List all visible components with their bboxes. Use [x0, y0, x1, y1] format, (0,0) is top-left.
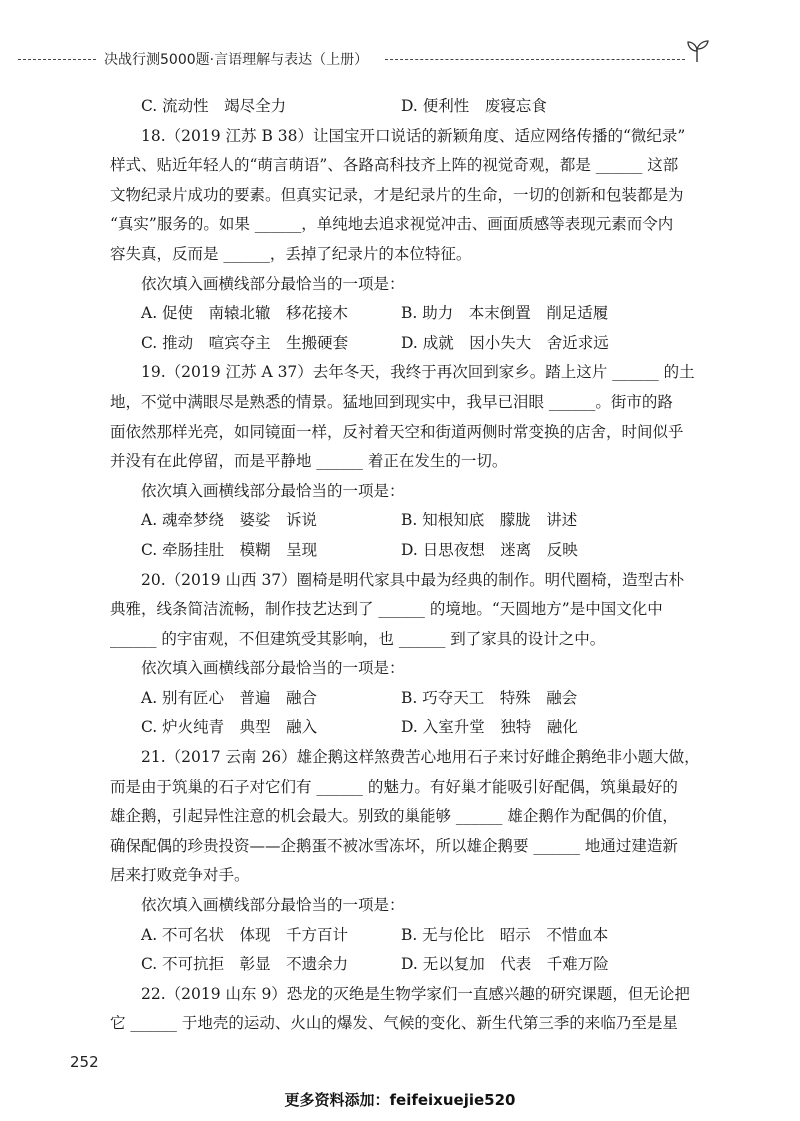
- q21-options-row: [110, 950, 700, 980]
- q18-line: 容失真，反而是 ______，丢掉了纪录片的本位特征。: [110, 244, 472, 263]
- q19-prompt: 依次填入画横线部分最恰当的一项是：: [141, 481, 405, 500]
- q18-line: 文物纪录片成功的要素。但真实记录，才是纪录片的生命，一切的创新和包装都是为: [110, 185, 684, 204]
- q20-line: 20.（2019 山西 37）圈椅是明代家具中最为经典的制作。明代圈椅，造型古朴: [141, 570, 685, 589]
- q21-prompt: 依次填入画横线部分最恰当的一项是：: [141, 896, 405, 915]
- header-title: 决战行测5000题·言语理解与表达（上册）: [104, 52, 369, 68]
- page-content: [110, 92, 700, 1039]
- q19-line: 地，不觉中满眼尽是熟悉的情景。猛地回到现实中，我早已泪眼 ______。街市的路: [110, 392, 673, 411]
- q20-line: 典雅，线条简洁流畅，制作技艺达到了 ______ 的境地。“天圆地方”是中国文化中: [110, 600, 663, 619]
- q20-option-a: A. 别有匠心 普遍 融合: [141, 688, 318, 707]
- q21-line: 居来打败竞争对手。: [110, 866, 250, 885]
- q22-line: 它 ______ 于地壳的运动、火山的爆发、气候的变化、新生代第三季的来临乃至是星: [110, 1014, 678, 1033]
- q18-option-b: B. 助力 本末倒置 削足适履: [401, 304, 609, 323]
- q22-line: 22.（2019 山东 9）恐龙的灭绝是生物学家们一直感兴趣的研究课题，但无论把: [141, 984, 690, 1003]
- options-prev-question: [110, 92, 700, 122]
- q20-prompt: 依次填入画横线部分最恰当的一项是：: [141, 659, 405, 678]
- header-rule-right: [385, 59, 685, 60]
- q19-line: 19.（2019 江苏 A 37）去年冬天，我终于再次回到家乡。踏上这片 ______ 的土: [141, 363, 695, 382]
- sprout-icon: [684, 38, 710, 64]
- q20-option-c: C. 炉火纯青 典型 融入: [141, 718, 318, 737]
- q21-option-a: A. 不可名状 体现 千方百计: [141, 925, 349, 944]
- q20-option-b: B. 巧夺天工 特殊 融会: [401, 688, 578, 707]
- q18-option-d: D. 成就 因小失大 舍近求远: [401, 333, 609, 352]
- q19-option-c: C. 牵肠挂肚 模糊 呈现: [141, 540, 318, 559]
- option-d: D. 便利性 废寝忘食: [401, 97, 547, 115]
- q19-options-row: [110, 536, 700, 566]
- q21-line: 21.（2017 云南 26）雄企鹅这样煞费苦心地用石子来讨好雌企鹅绝非小题大做，: [141, 748, 700, 767]
- q18-options-row: [110, 329, 700, 359]
- header-rule-left: [18, 59, 96, 60]
- q20-options-row: [110, 713, 700, 743]
- q18-line: 样式、贴近年轻人的“萌言萌语”、各路高科技齐上阵的视觉奇观，都是 ______ 这部: [110, 156, 679, 175]
- footer-text: 更多资料添加：feifeixuejie520: [284, 1091, 516, 1109]
- q21-line: 确保配偶的珍贵投资——企鹅蛋不被冰雪冻坏，所以雄企鹅要 ______ 地通过建造新: [110, 836, 678, 855]
- q19-line: 并没有在此停留，而是平静地 ______ 着正在发生的一切。: [110, 452, 508, 471]
- page-header: [0, 46, 800, 74]
- q21-option-d: D. 无以复加 代表 千难万险: [401, 955, 609, 974]
- q18-line: “真实”服务的。如果 ______，单纯地去追求视觉冲击、画面质感等表现元素而令内: [110, 215, 674, 234]
- q21-options-row: [110, 921, 700, 951]
- q19-option-a: A. 魂牵梦绕 婆娑 诉说: [141, 511, 318, 530]
- q19-option-d: D. 日思夜想 迷离 反映: [401, 540, 578, 559]
- q18-prompt: 依次填入画横线部分最恰当的一项是：: [141, 274, 405, 293]
- q21-line: 而是由于筑巢的石子对它们有 ______ 的魅力。有好巢才能吸引好配偶，筑巢最好的: [110, 777, 678, 796]
- q18-option-c: C. 推动 喧宾夺主 生搬硬套: [141, 333, 349, 352]
- q19-options-row: [110, 506, 700, 536]
- q19-option-b: B. 知根知底 朦胧 讲述: [401, 511, 578, 530]
- q18-option-a: A. 促使 南辕北辙 移花接木: [141, 304, 349, 323]
- q18-line: 18.（2019 江苏 B 38）让国宝开口说话的新颖角度、适应网络传播的“微纪录”: [141, 126, 686, 145]
- q19-line: 面依然那样光亮，如同镜面一样，反衬着天空和街道两侧时常变换的店舍，时间似乎: [110, 422, 684, 441]
- q21-option-c: C. 不可抗拒 彰显 不遗余力: [141, 955, 349, 974]
- q20-line: ______ 的宇宙观，不但建筑受其影响，也 ______ 到了家具的设计之中。: [110, 629, 606, 648]
- page-number: 252: [70, 1053, 99, 1071]
- q18-options-row: [110, 299, 700, 329]
- q20-option-d: D. 入室升堂 独特 融化: [401, 718, 578, 737]
- q21-option-b: B. 无与伦比 昭示 不惜血本: [401, 925, 609, 944]
- option-c: C. 流动性 竭尽全力: [141, 97, 287, 115]
- q20-options-row: [110, 684, 700, 714]
- q21-line: 雄企鹅，引起异性注意的机会最大。别致的巢能够 ______ 雄企鹅作为配偶的价值，: [110, 807, 678, 826]
